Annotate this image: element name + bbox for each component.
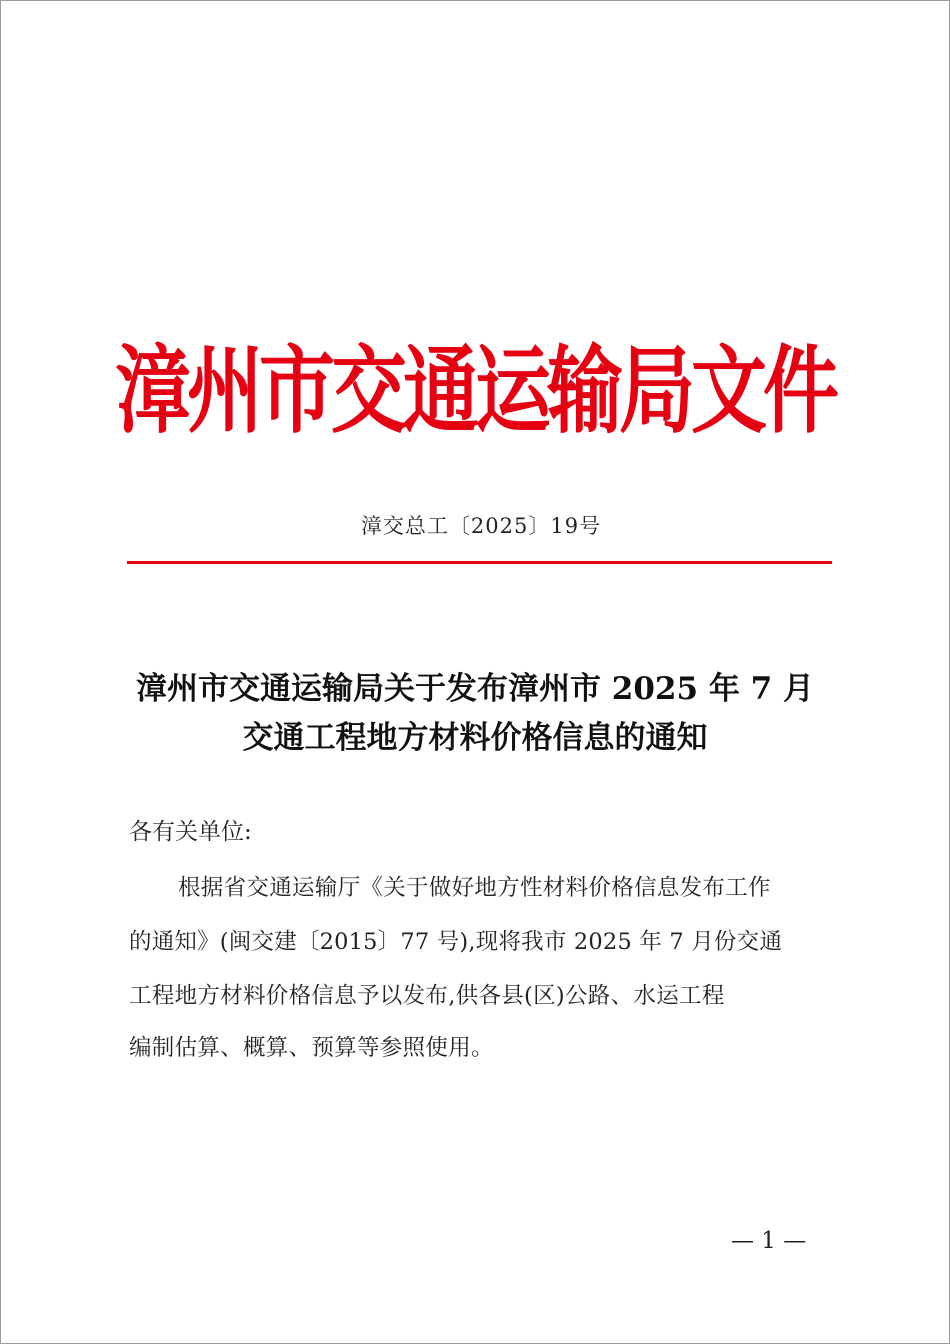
document-number: 漳交总工〔2025〕19号	[360, 514, 602, 538]
document-title-line-1: 漳州市交通运输局关于发布漳州市 2025 年 7 月	[135, 671, 815, 707]
body-paragraph-line: 根据省交通运输厅《关于做好地方性材料价格信息发布工作	[178, 875, 771, 901]
body-paragraph-line: 工程地方材料价格信息予以发布,供各县(区)公路、水运工程	[129, 983, 725, 1009]
salutation: 各有关单位:	[129, 819, 252, 845]
page-number: — 1 —	[731, 1228, 807, 1254]
document-masthead: 漳州市交通运输局文件	[115, 334, 835, 446]
body-paragraph-line: 的通知》(闽交建〔2015〕77 号),现将我市 2025 年 7 月份交通	[129, 929, 783, 955]
body-paragraph-line: 编制估算、概算、预算等参照使用。	[129, 1035, 494, 1061]
document-title-line-2: 交通工程地方材料价格信息的通知	[242, 720, 708, 756]
red-divider-rule	[127, 561, 832, 564]
